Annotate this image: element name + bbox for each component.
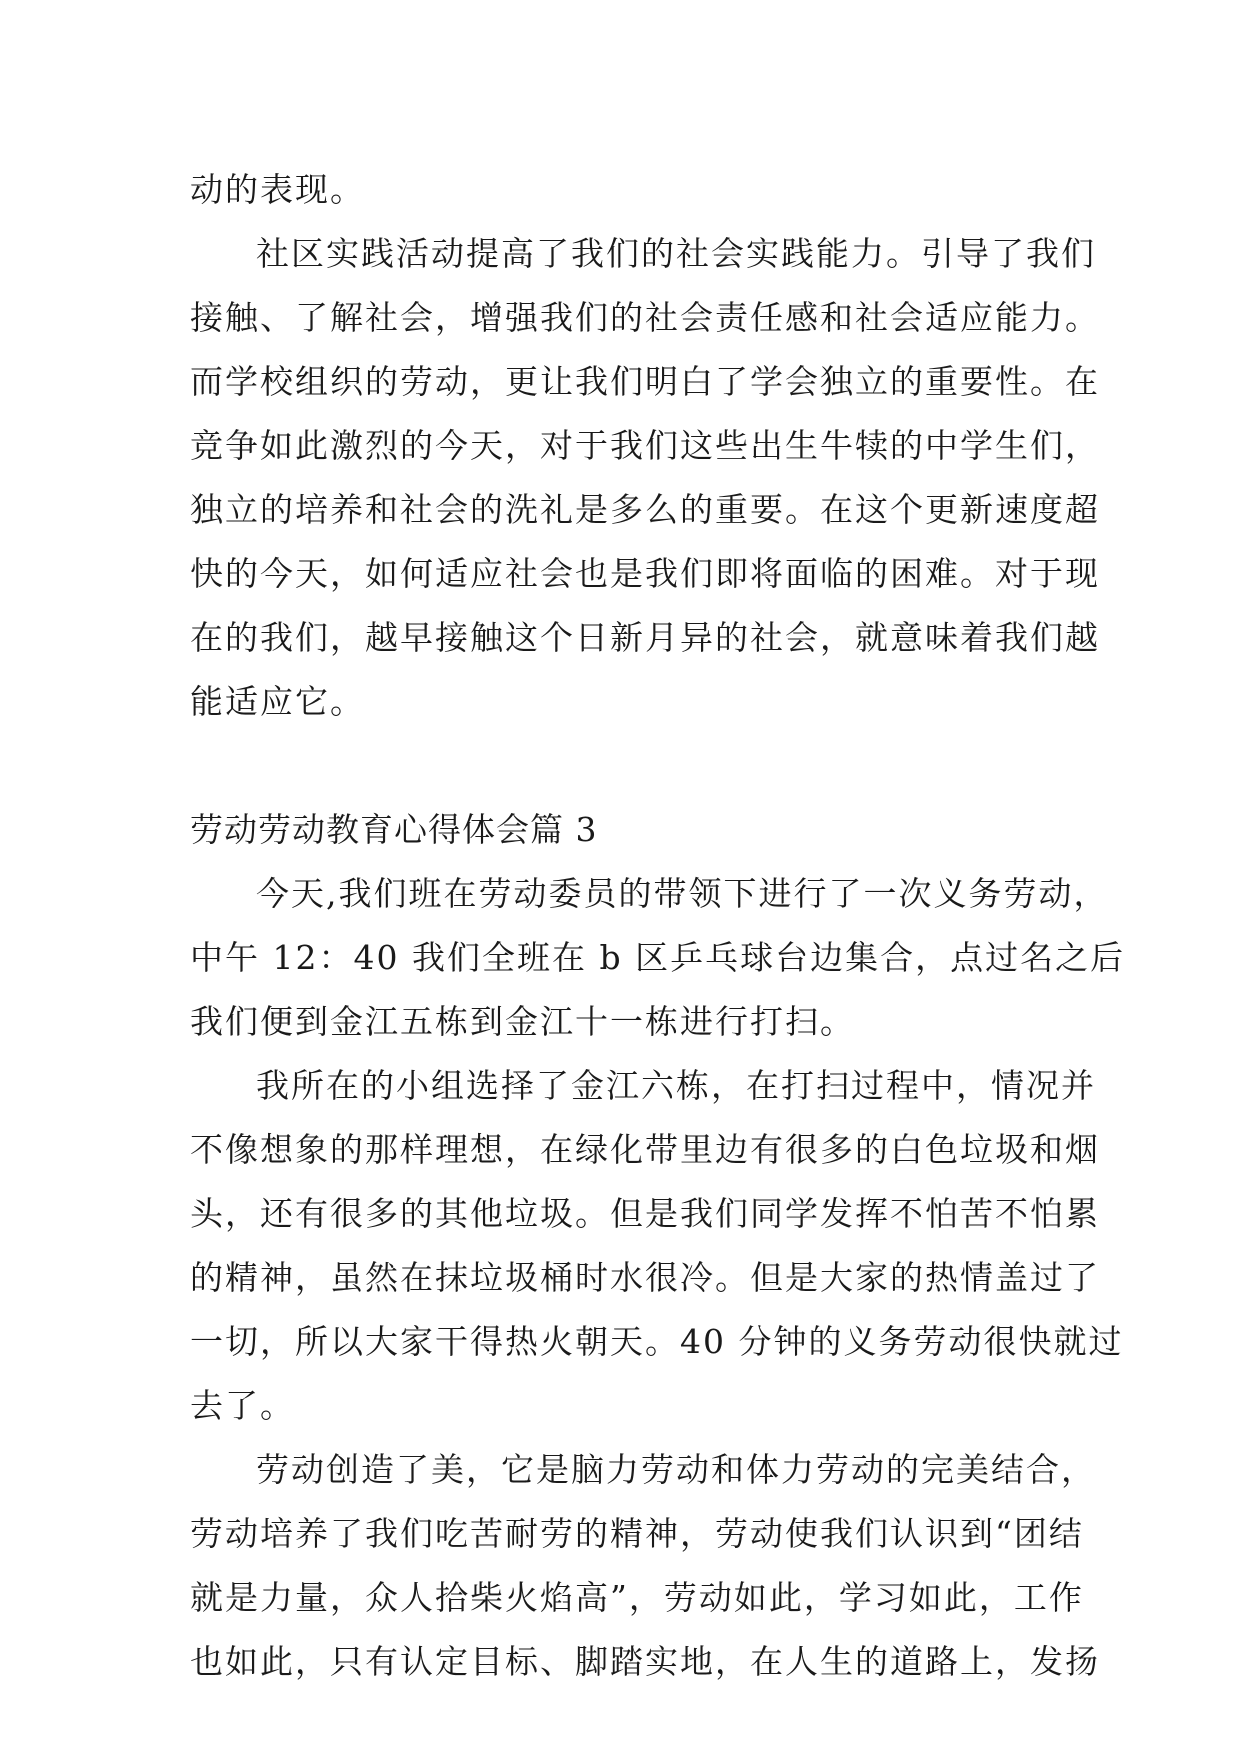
paragraph-line: 就是力量，众人拾柴火焰高”，劳动如此，学习如此，工作 (190, 1578, 1084, 1617)
paragraph-line: 我们便到金江五栋到金江十一栋进行打扫。 (190, 1002, 855, 1041)
paragraph-line: 去了。 (190, 1386, 295, 1425)
document-body (190, 158, 1126, 1694)
paragraph-today (190, 862, 1126, 1054)
paragraph-line: 动的表现。 (190, 170, 365, 209)
paragraph-beauty (190, 1438, 1100, 1694)
paragraph-spacer (190, 734, 1070, 798)
paragraph-line: 我所在的小组选择了金江六栋，在打扫过程中，情况并 (256, 1066, 1096, 1105)
paragraph-line: 的精神，虽然在抹垃圾桶时水很冷。但是大家的热情盖过了 (190, 1258, 1100, 1297)
section-heading: 劳动劳动教育心得体会篇 3 (190, 810, 598, 849)
paragraph-social-practice (190, 222, 1100, 734)
paragraph-line: 能适应它。 (190, 682, 365, 721)
paragraph-line: 接触、了解社会，增强我们的社会责任感和社会适应能力。 (190, 298, 1100, 337)
paragraph-line: 快的今天，如何适应社会也是我们即将面临的困难。对于现 (190, 554, 1100, 593)
paragraph-line: 劳动培养了我们吃苦耐劳的精神，劳动使我们认识到“团结 (190, 1514, 1084, 1553)
paragraph-line: 独立的培养和社会的洗礼是多么的重要。在这个更新速度超 (190, 490, 1100, 529)
paragraph-line: 在的我们，越早接触这个日新月异的社会，就意味着我们越 (190, 618, 1100, 657)
paragraph-line: 不像想象的那样理想，在绿化带里边有很多的白色垃圾和烟 (190, 1130, 1100, 1169)
paragraph-line: 今天,我们班在劳动委员的带领下进行了一次义务劳动， (256, 874, 1109, 913)
paragraph-line: 也如此，只有认定目标、脚踏实地，在人生的道路上，发扬 (190, 1642, 1100, 1681)
paragraph-line: 社区实践活动提高了我们的社会实践能力。引导了我们 (256, 234, 1096, 273)
paragraph-line: 中午 12：40 我们全班在 b 区乒乓球台边集合，点过名之后 (190, 938, 1126, 977)
paragraph-group (190, 1054, 1124, 1438)
paragraph-line: 一切，所以大家干得热火朝天。40 分钟的义务劳动很快就过 (190, 1322, 1124, 1361)
paragraph-line: 头，还有很多的其他垃圾。但是我们同学发挥不怕苦不怕累 (190, 1194, 1100, 1233)
paragraph-line: 而学校组织的劳动，更让我们明白了学会独立的重要性。在 (190, 362, 1100, 401)
paragraph-line: 竞争如此激烈的今天，对于我们这些出生牛犊的中学生们， (190, 426, 1100, 465)
paragraph-line: 劳动创造了美，它是脑力劳动和体力劳动的完美结合， (256, 1450, 1096, 1489)
